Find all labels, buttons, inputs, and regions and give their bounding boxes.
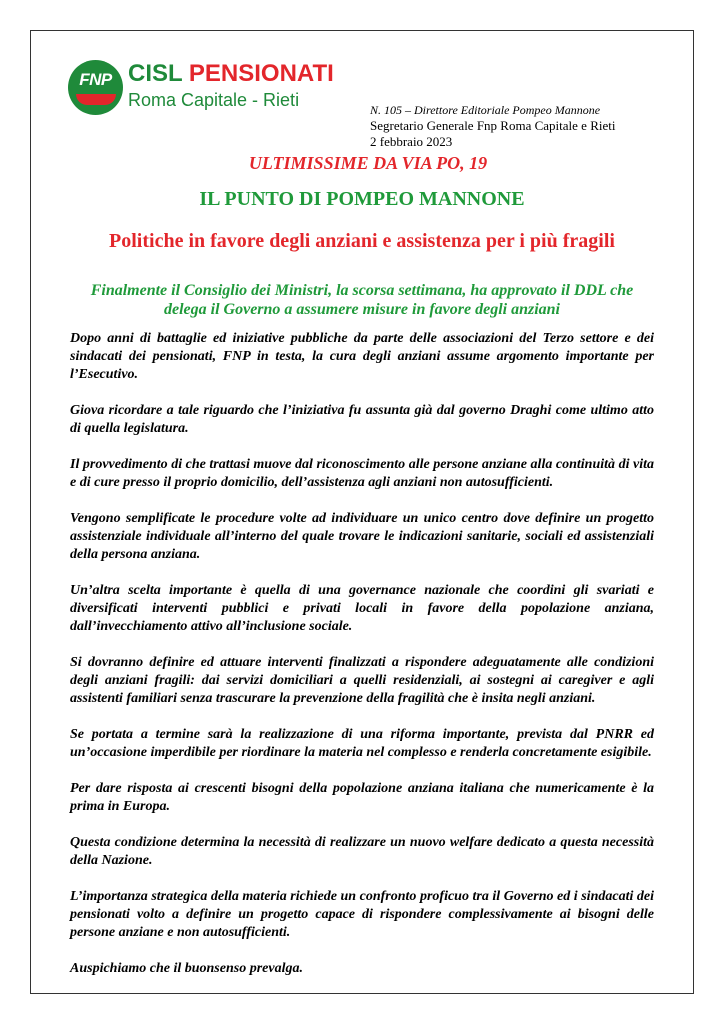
masthead-meta: [370, 102, 615, 150]
paragraph: Se portata a termine sarà la realizzazione di una riforma importante, prevista dal PNRR ed un’occasione imperdibile per riordinare la materia nel complesso e renderla concretamente esigibile.: [70, 727, 654, 760]
logo-pensionati-text: PENSIONATI: [188, 60, 334, 87]
role-line: Segretario Generale Fnp Roma Capitale e Rieti: [370, 118, 616, 133]
paragraph: Si dovranno definire ed attuare interventi finalizzati a rispondere adeguatamente alle condizioni degli anziani fragili: dai servizi domiciliari a quelli residenziali, ai sostegni ai caregiver e agli assistenti familiari senza trascurare la prevenzione della fragilità che è insita negli anziani.: [70, 655, 654, 706]
swoosh-icon: [76, 94, 116, 105]
date-line: 2 febbraio 2023: [370, 134, 453, 149]
logo-cisl-text: CISL: [128, 60, 183, 87]
section-title: IL PUNTO DI POMPEO MANNONE: [199, 188, 525, 210]
paragraph: Per dare risposta ai crescenti bisogni della popolazione anziana italiana che numericamente è la prima in Europa.: [70, 781, 654, 814]
cisl-pensionati-logo: [68, 60, 334, 115]
paragraph: Questa condizione determina la necessità di realizzare un nuovo welfare dedicato a questa necessità della Nazione.: [70, 835, 654, 868]
summary: Finalmente il Consiglio dei Ministri, la scorsa settimana, ha approvato il DDL che delega il Governo a assumere misure in favore degli anziani: [90, 282, 634, 318]
paragraph: Giova ricordare a tale riguardo che l’iniziativa fu assunta già dal governo Draghi come ultimo atto di quella legislatura.: [70, 403, 654, 436]
headline: Politiche in favore degli anziani e assistenza per i più fragili: [109, 230, 615, 252]
kicker: ULTIMISSIME DA VIA PO, 19: [248, 153, 488, 173]
issue-line: N. 105 – Direttore Editoriale Pompeo Mannone: [370, 103, 601, 117]
logo-title: [128, 60, 334, 88]
paragraph: Un’altra scelta importante è quella di una governance nazionale che coordini gli svariati e diversificati interventi pubblici e privati locali in favore della popolazione anziana, dall’invecchiamento attivo all’inclusione sociale.: [70, 583, 654, 634]
logo-badge-text: FNP: [79, 70, 112, 89]
paragraph: Dopo anni di battaglie ed iniziative pubbliche da parte delle associazioni del Terzo settore e dei sindacati dei pensionati, FNP in testa, la cura degli anziani assume argomento importante per l’Esecutivo.: [70, 331, 654, 382]
paragraph: L’importanza strategica della materia richiede un confronto proficuo tra il Governo ed i sindacati dei pensionati volto a definire un progetto capace di rispondere complessivamente ai bisogni delle persone anziane e non autosufficienti.: [70, 889, 654, 940]
fnp-badge-icon: [68, 60, 123, 115]
paragraph: Auspichiamo che il buonsenso prevalga.: [70, 961, 303, 976]
article-body: [70, 330, 654, 996]
logo-subtitle: Roma Capitale - Rieti: [128, 90, 300, 110]
paragraph: Vengono semplificate le procedure volte ad individuare un unico centro dove definire un progetto assistenziale individuale all’interno del quale trovare le indicazioni sanitarie, sociali ed assistenziali della persona anziana.: [70, 511, 654, 562]
paragraph: Il provvedimento di che trattasi muove dal riconoscimento alle persone anziane alla continuità di vita e di cure presso il proprio domicilio, dell’assistenza agli anziani non autosufficienti.: [70, 457, 654, 490]
